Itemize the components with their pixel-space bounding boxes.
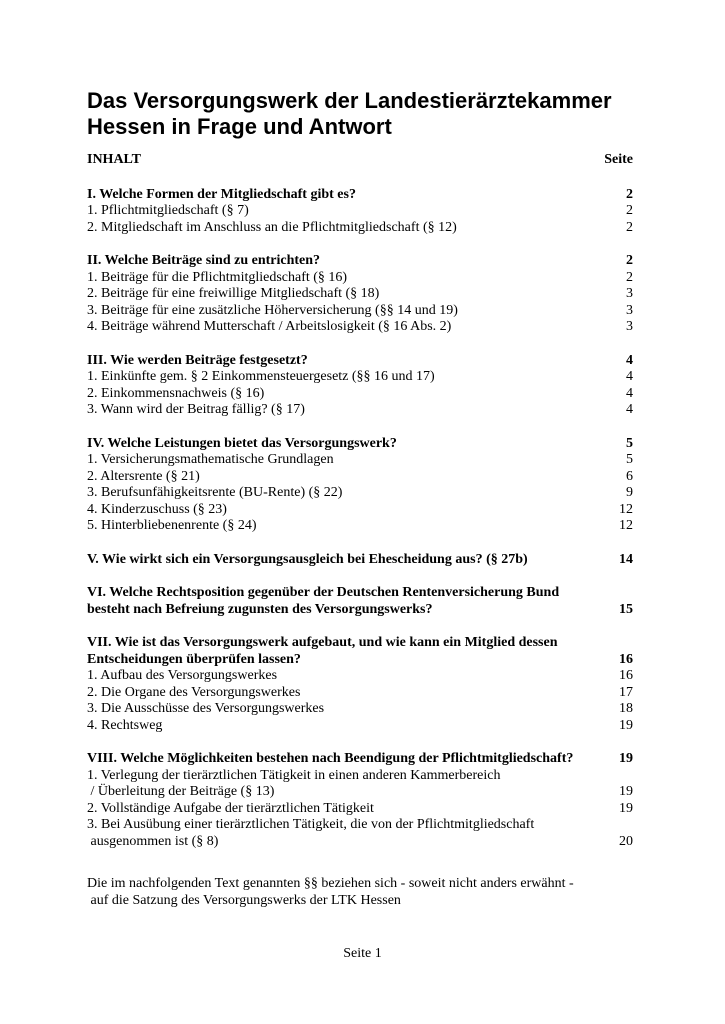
- toc-item[interactable]: [87, 270, 635, 287]
- toc-item[interactable]: [87, 502, 635, 519]
- toc-heading-text: besteht nach Befreiung zugunsten des Versorgungswerks?: [87, 601, 433, 617]
- toc-heading[interactable]: [87, 436, 635, 453]
- toc-heading-continuation[interactable]: [87, 602, 635, 619]
- toc-page-number: 5: [626, 452, 633, 467]
- toc-item[interactable]: [87, 685, 635, 702]
- toc-page-number: 17: [619, 684, 633, 700]
- toc-heading[interactable]: [87, 635, 635, 652]
- toc-item-text: 3. Berufsunfähigkeitsrente (BU-Rente) (§ 22): [87, 485, 343, 500]
- toc-item-text: 2. Beiträge für eine freiwillige Mitgliedschaft (§ 18): [87, 286, 380, 301]
- toc-heading-text: IV. Welche Leistungen bietet das Versorgungswerk?: [87, 435, 397, 451]
- toc-item[interactable]: [87, 518, 635, 535]
- toc-page-number: 16: [619, 651, 633, 667]
- toc-header-page-label: Seite: [604, 152, 633, 167]
- toc-heading-text: VII. Wie ist das Versorgungswerk aufgebaut, und wie kann ein Mitglied dessen: [87, 635, 558, 650]
- toc-page-number: 3: [626, 319, 633, 334]
- footnote-paragraph: [87, 876, 647, 909]
- toc-heading[interactable]: [87, 585, 635, 602]
- title-line-2: Hessen in Frage und Antwort: [87, 114, 392, 139]
- toc-item[interactable]: [87, 801, 635, 818]
- toc-item-text: 2. Einkommensnachweis (§ 16): [87, 385, 265, 401]
- toc-item[interactable]: [87, 701, 635, 718]
- toc-page-number: 15: [619, 601, 633, 617]
- toc-page-number: 2: [626, 269, 633, 285]
- toc-page-number: 5: [626, 435, 633, 451]
- toc-page-number: 19: [619, 800, 633, 816]
- toc-heading-text: III. Wie werden Beiträge festgesetzt?: [87, 352, 308, 368]
- toc-item-text: 5. Hinterbliebenenrente (§ 24): [87, 518, 257, 533]
- toc-item-text: 1. Einkünfte gem. § 2 Einkommensteuergesetz (§§ 16 und 17): [87, 369, 435, 384]
- toc-page-number: 19: [619, 751, 633, 766]
- toc-page-number: 16: [619, 668, 633, 683]
- toc-item[interactable]: [87, 718, 635, 735]
- toc-page-number: 6: [626, 468, 633, 484]
- footnote-line-1: Die im nachfolgenden Text genannten §§ beziehen sich - soweit nicht anders erwähnt -: [87, 876, 574, 891]
- toc-heading-text: Entscheidungen überprüfen lassen?: [87, 651, 301, 667]
- toc-item-text: 3. Bei Ausübung einer tierärztlichen Tätigkeit, die von der Pflichtmitgliedschaft: [87, 817, 535, 832]
- toc-heading[interactable]: [87, 751, 635, 768]
- toc-heading-continuation[interactable]: [87, 652, 635, 669]
- toc-page-number: 4: [626, 352, 633, 368]
- toc-page-number: 3: [626, 302, 633, 318]
- toc-item-text: 4. Rechtsweg: [87, 717, 163, 733]
- toc-heading-text: II. Welche Beiträge sind zu entrichten?: [87, 253, 321, 268]
- toc-page-number: 2: [626, 219, 633, 235]
- toc-page-number: 4: [626, 385, 633, 401]
- toc-item[interactable]: [87, 817, 635, 834]
- toc-page-number: 2: [626, 203, 633, 218]
- toc-item[interactable]: [87, 485, 635, 502]
- toc-item[interactable]: [87, 220, 635, 237]
- toc-item-continuation[interactable]: [87, 784, 635, 801]
- toc-page-number: 9: [626, 485, 633, 500]
- document-title: [87, 88, 647, 140]
- toc-page-number: 14: [619, 551, 633, 567]
- toc-item-text: 1. Versicherungsmathematische Grundlagen: [87, 452, 334, 467]
- toc-page-number: 12: [619, 518, 633, 533]
- footnote-line-2: auf die Satzung des Versorgungswerks der LTK Hessen: [87, 892, 401, 908]
- toc-item[interactable]: [87, 386, 635, 403]
- toc-section-2: [87, 253, 635, 336]
- toc-item-text: 1. Aufbau des Versorgungswerkes: [87, 668, 278, 683]
- toc-page-number: 3: [626, 286, 633, 301]
- toc-item[interactable]: [87, 668, 635, 685]
- toc-header: [87, 152, 635, 169]
- toc-item-text: 2. Mitgliedschaft im Anschluss an die Pflichtmitgliedschaft (§ 12): [87, 219, 457, 235]
- toc-item-text: 3. Beiträge für eine zusätzliche Höherversicherung (§§ 14 und 19): [87, 302, 458, 318]
- toc-heading-text: I. Welche Formen der Mitgliedschaft gibt es?: [87, 186, 356, 202]
- toc-item-text: 4. Kinderzuschuss (§ 23): [87, 501, 227, 517]
- toc-section-6: [87, 585, 635, 618]
- toc-item[interactable]: [87, 452, 635, 469]
- toc-item-text: / Überleitung der Beiträge (§ 13): [87, 784, 275, 799]
- toc-item[interactable]: [87, 303, 635, 320]
- toc-heading-text: VIII. Welche Möglichkeiten bestehen nach Beendigung der Pflichtmitgliedschaft?: [87, 751, 574, 766]
- toc-section-4: [87, 436, 635, 535]
- toc-heading-text: VI. Welche Rechtsposition gegenüber der Deutschen Rentenversicherung Bund: [87, 585, 560, 600]
- toc-item-text: ausgenommen ist (§ 8): [87, 833, 219, 849]
- toc-heading[interactable]: [87, 552, 635, 569]
- toc-section-3: [87, 353, 635, 419]
- toc-page-number: 12: [619, 501, 633, 517]
- toc-page-number: 18: [619, 701, 633, 716]
- toc-item-text: 3. Wann wird der Beitrag fällig? (§ 17): [87, 402, 305, 417]
- toc-item-continuation[interactable]: [87, 834, 635, 851]
- toc-item-text: 3. Die Ausschüsse des Versorgungswerkes: [87, 701, 325, 716]
- table-of-contents: [87, 152, 635, 867]
- title-line-1: Das Versorgungswerk der Landestierärztekammer: [87, 88, 612, 113]
- toc-item[interactable]: [87, 203, 635, 220]
- toc-item[interactable]: [87, 286, 635, 303]
- toc-page-number: 4: [626, 369, 633, 384]
- toc-heading[interactable]: [87, 187, 635, 204]
- toc-item[interactable]: [87, 469, 635, 486]
- toc-item-text: 2. Altersrente (§ 21): [87, 468, 200, 484]
- toc-item-text: 2. Die Organe des Versorgungswerkes: [87, 684, 301, 700]
- toc-item-text: 1. Beiträge für die Pflichtmitgliedschaft (§ 16): [87, 269, 348, 285]
- toc-page-number: 20: [619, 833, 633, 849]
- toc-section-8: [87, 751, 635, 850]
- toc-heading[interactable]: [87, 353, 635, 370]
- toc-header-label: INHALT: [87, 152, 141, 167]
- toc-section-7: [87, 635, 635, 734]
- page-number-footer: Seite 1: [343, 946, 382, 961]
- toc-page-number: 2: [626, 186, 633, 202]
- toc-item-text: 1. Pflichtmitgliedschaft (§ 7): [87, 203, 249, 218]
- toc-item[interactable]: [87, 369, 635, 386]
- toc-item-text: 1. Verlegung der tierärztlichen Tätigkeit in einen anderen Kammerbereich: [87, 767, 501, 783]
- toc-item[interactable]: [87, 402, 635, 419]
- toc-page-number: 19: [619, 717, 633, 733]
- toc-heading[interactable]: [87, 253, 635, 270]
- toc-section-1: [87, 187, 635, 237]
- toc-heading-text: V. Wie wirkt sich ein Versorgungsausgleich bei Ehescheidung aus? (§ 27b): [87, 551, 528, 567]
- toc-item[interactable]: [87, 768, 635, 785]
- toc-item-text: 4. Beiträge während Mutterschaft / Arbeitslosigkeit (§ 16 Abs. 2): [87, 319, 452, 334]
- toc-section-5: [87, 552, 635, 569]
- toc-item-text: 2. Vollständige Aufgabe der tierärztlichen Tätigkeit: [87, 800, 374, 816]
- toc-page-number: 19: [619, 784, 633, 799]
- toc-item[interactable]: [87, 319, 635, 336]
- toc-page-number: 4: [626, 402, 633, 417]
- toc-page-number: 2: [626, 253, 633, 268]
